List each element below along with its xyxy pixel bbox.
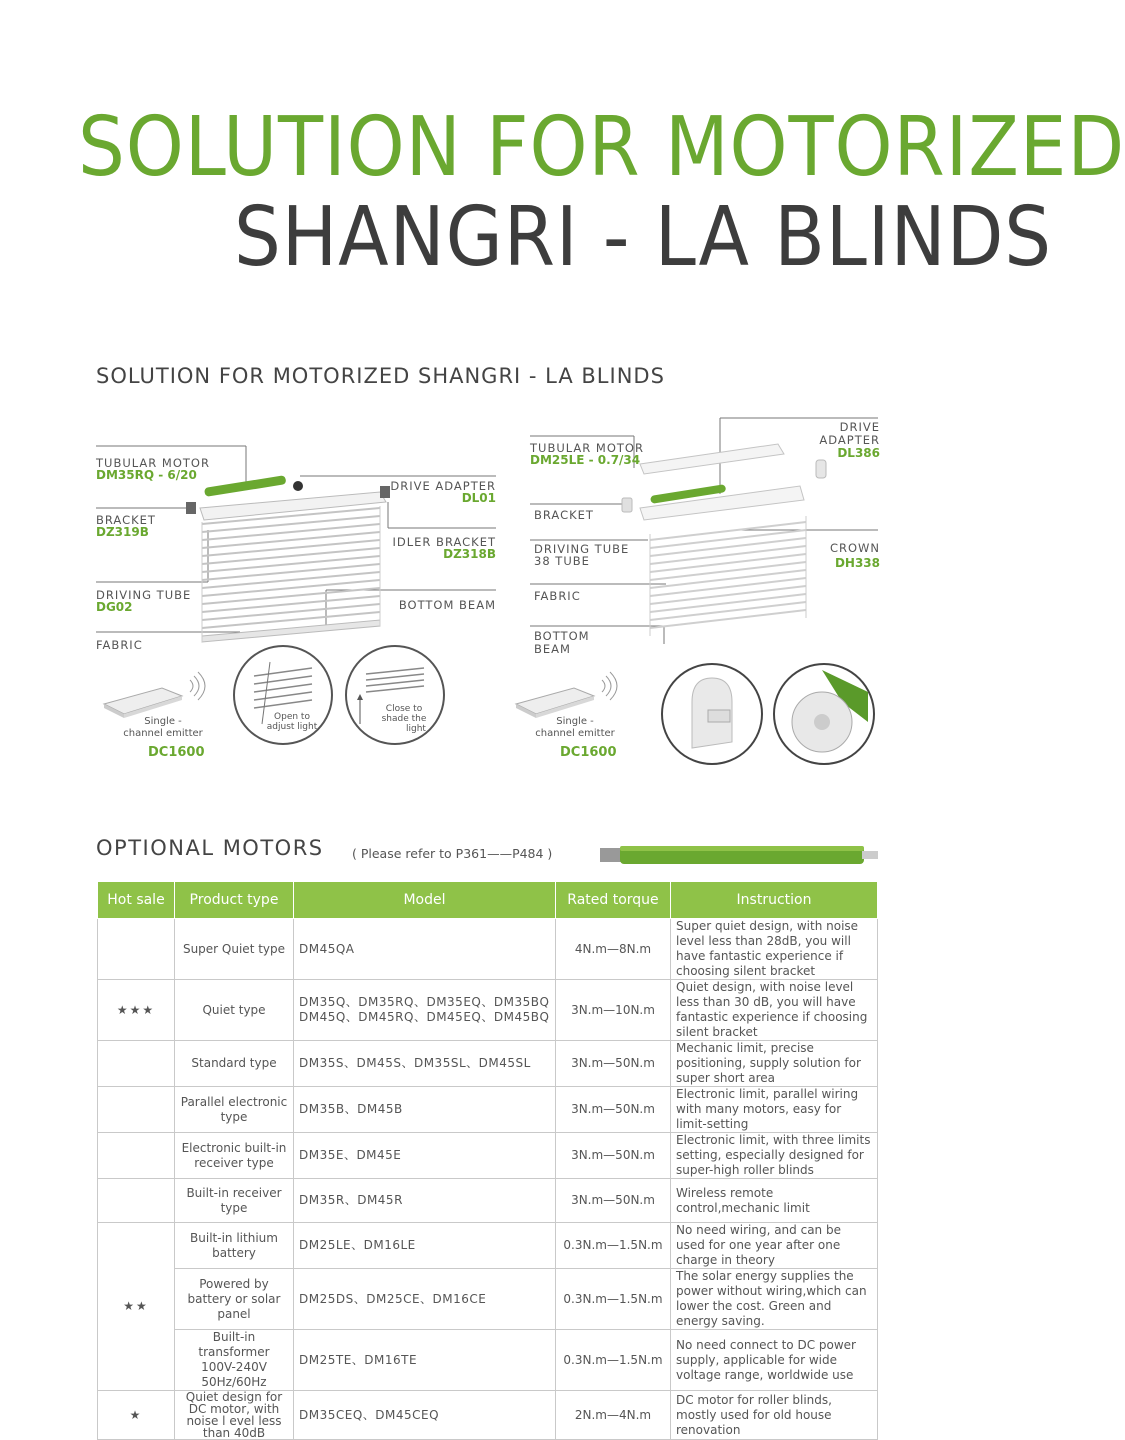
torque-cell: 0.3N.m—1.5N.m — [556, 1269, 671, 1330]
right-emitter-line2: channel emitter — [535, 728, 615, 739]
instruction-cell: No need wiring, and can be used for one year after one charge in theory — [671, 1223, 878, 1269]
hot-sale-cell — [98, 1087, 175, 1133]
optional-motors-title: OPTIONAL MOTORS — [96, 836, 324, 860]
instruction-cell: Mechanic limit, precise positioning, supply solution for super short area — [671, 1041, 878, 1087]
instruction-cell: Wireless remote control,mechanic limit — [671, 1179, 878, 1223]
left-tubular-motor-label: TUBULAR MOTOR — [96, 456, 210, 470]
header-model: Model — [294, 882, 556, 919]
left-emitter-line1: Single - — [144, 716, 182, 727]
right-bottom-beam-line1: BOTTOM — [534, 629, 590, 643]
product-type-cell: Electronic built-in receiver type — [175, 1133, 294, 1179]
right-driving-tube-line2: 38 TUBE — [534, 554, 590, 568]
table-row — [98, 1041, 878, 1087]
section-title: SOLUTION FOR MOTORIZED SHANGRI - LA BLINDS — [96, 364, 665, 388]
product-type-cell: Quiet type — [175, 980, 294, 1041]
close-light-line2: shade the — [381, 714, 427, 724]
instruction-cell: DC motor for roller blinds, mostly used for old house renovation — [671, 1391, 878, 1440]
torque-cell: 0.3N.m—1.5N.m — [556, 1330, 671, 1391]
model-cell: DM35B、DM45B — [294, 1087, 556, 1133]
torque-cell: 4N.m—8N.m — [556, 919, 671, 980]
left-idler-bracket-label: IDLER BRACKET — [392, 535, 496, 549]
left-bottom-beam-label: BOTTOM BEAM — [398, 598, 496, 612]
close-light-line3: light — [406, 724, 426, 734]
right-drive-adapter-line1: DRIVE — [839, 420, 880, 434]
product-type-cell: Built-in receiver type — [175, 1179, 294, 1223]
product-type-cell: Built-in transformer 100V-240V 50Hz/60Hz — [175, 1330, 294, 1391]
table-row — [98, 1391, 878, 1440]
hot-sale-cell — [98, 1133, 175, 1179]
left-emitter-code: DC1600 — [148, 745, 205, 760]
model-cell: DM35R、DM45R — [294, 1179, 556, 1223]
hot-sale-stars: ★ — [98, 1391, 175, 1440]
hero-title-line1: SOLUTION FOR MOTORIZED — [78, 100, 1125, 195]
right-emitter-code: DC1600 — [560, 745, 617, 760]
model-cell: DM25TE、DM16TE — [294, 1330, 556, 1391]
header-hot-sale: Hot sale — [98, 882, 175, 919]
left-bracket-label: BRACKET — [96, 513, 156, 527]
product-type-cell: Quiet design for DC motor, with noise l evel less than 40dB — [175, 1391, 294, 1440]
model-cell: DM35Q、DM35RQ、DM35EQ、DM35BQ DM45Q、DM45RQ、DM45EQ、DM45BQ — [294, 980, 556, 1041]
instruction-cell: The solar energy supplies the power without wiring,which can lower the cost. Green and energy saving. — [671, 1269, 878, 1330]
torque-cell: 2N.m—4N.m — [556, 1391, 671, 1440]
right-driving-tube-line1: DRIVING TUBE — [534, 542, 630, 556]
torque-cell: 3N.m—50N.m — [556, 1041, 671, 1087]
optional-motors-note: ( Please refer to P361——P484 ) — [352, 846, 553, 861]
product-type-cell: Built-in lithium battery — [175, 1223, 294, 1269]
left-drive-adapter-code: DL01 — [461, 491, 496, 505]
hero-title-line2: SHANGRI - LA BLINDS — [234, 190, 1053, 285]
torque-cell: 0.3N.m—1.5N.m — [556, 1223, 671, 1269]
model-cell: DM35S、DM45S、DM35SL、DM45SL — [294, 1041, 556, 1087]
model-cell: DM35E、DM45E — [294, 1133, 556, 1179]
header-rated-torque: Rated torque — [556, 882, 671, 919]
left-driving-tube-label: DRIVING TUBE — [96, 588, 192, 602]
right-drive-adapter-code: DL386 — [837, 446, 880, 460]
model-cell: DM45QA — [294, 919, 556, 980]
table-row — [98, 1330, 878, 1391]
crown-detail-illustration — [772, 662, 876, 766]
model-cell: DM25DS、DM25CE、DM16CE — [294, 1269, 556, 1330]
left-bracket-code: DZ319B — [96, 525, 149, 539]
instruction-cell: Quiet design, with noise level less than 30 dB, you will have fantastic experience if choosing silent bracket — [671, 980, 878, 1041]
hot-sale-cell — [98, 1179, 175, 1223]
tubular-motor-illustration — [596, 842, 880, 868]
instruction-cell: Super quiet design, with noise level less than 28dB, you will have fantastic experience if choosing silent bracket — [671, 919, 878, 980]
hot-sale-cell — [98, 1041, 175, 1087]
product-type-cell: Powered by battery or solar panel — [175, 1269, 294, 1330]
right-bottom-beam-line2: BEAM — [534, 642, 571, 656]
torque-cell: 3N.m—50N.m — [556, 1087, 671, 1133]
close-light-line1: Close to — [385, 704, 423, 714]
header-product-type: Product type — [175, 882, 294, 919]
open-light-line2: adjust light — [266, 722, 318, 732]
optional-motors-table — [97, 881, 878, 1440]
right-emitter-line1: Single - — [556, 716, 594, 727]
bracket-detail-illustration — [660, 662, 764, 766]
open-light-line1: Open to — [274, 712, 310, 722]
instruction-cell: Electronic limit, with three limits setting, especially designed for super-high roller blinds — [671, 1133, 878, 1179]
table-row — [98, 1133, 878, 1179]
left-drive-adapter-label: DRIVE ADAPTER — [390, 479, 496, 493]
left-idler-bracket-code: DZ318B — [443, 547, 496, 561]
table-row — [98, 1223, 878, 1269]
left-emitter-line2: channel emitter — [123, 728, 203, 739]
hot-sale-cell — [98, 919, 175, 980]
right-tubular-motor-code: DM25LE - 0.7/34 — [530, 453, 641, 467]
product-type-cell: Standard type — [175, 1041, 294, 1087]
table-row — [98, 1269, 878, 1330]
right-tubular-motor-label: TUBULAR MOTOR — [530, 441, 644, 455]
torque-cell: 3N.m—10N.m — [556, 980, 671, 1041]
right-bracket-label: BRACKET — [534, 508, 594, 522]
model-cell: DM25LE、DM16LE — [294, 1223, 556, 1269]
product-type-cell: Parallel electronic type — [175, 1087, 294, 1133]
header-instruction: Instruction — [671, 882, 878, 919]
instruction-cell: No need connect to DC power supply, applicable for wide voltage range, worldwide use — [671, 1330, 878, 1391]
torque-cell: 3N.m—50N.m — [556, 1133, 671, 1179]
product-type-cell: Super Quiet type — [175, 919, 294, 980]
torque-cell: 3N.m—50N.m — [556, 1179, 671, 1223]
left-fabric-label: FABRIC — [96, 638, 143, 652]
left-driving-tube-code: DG02 — [96, 600, 133, 614]
hot-sale-stars: ★★ — [98, 1223, 175, 1391]
right-crown-label: CROWN — [829, 541, 880, 555]
model-cell: DM35CEQ、DM45CEQ — [294, 1391, 556, 1440]
table-row — [98, 1179, 878, 1223]
table-row — [98, 1087, 878, 1133]
right-drive-adapter-line2: ADAPTER — [819, 433, 880, 447]
right-fabric-label: FABRIC — [534, 589, 581, 603]
table-row — [98, 980, 878, 1041]
table-row — [98, 919, 878, 980]
right-crown-code: DH338 — [834, 556, 880, 570]
left-tubular-motor-code: DM35RQ - 6/20 — [96, 468, 197, 482]
instruction-cell: Electronic limit, parallel wiring with many motors, easy for limit-setting — [671, 1087, 878, 1133]
hot-sale-stars: ★★★ — [98, 980, 175, 1041]
